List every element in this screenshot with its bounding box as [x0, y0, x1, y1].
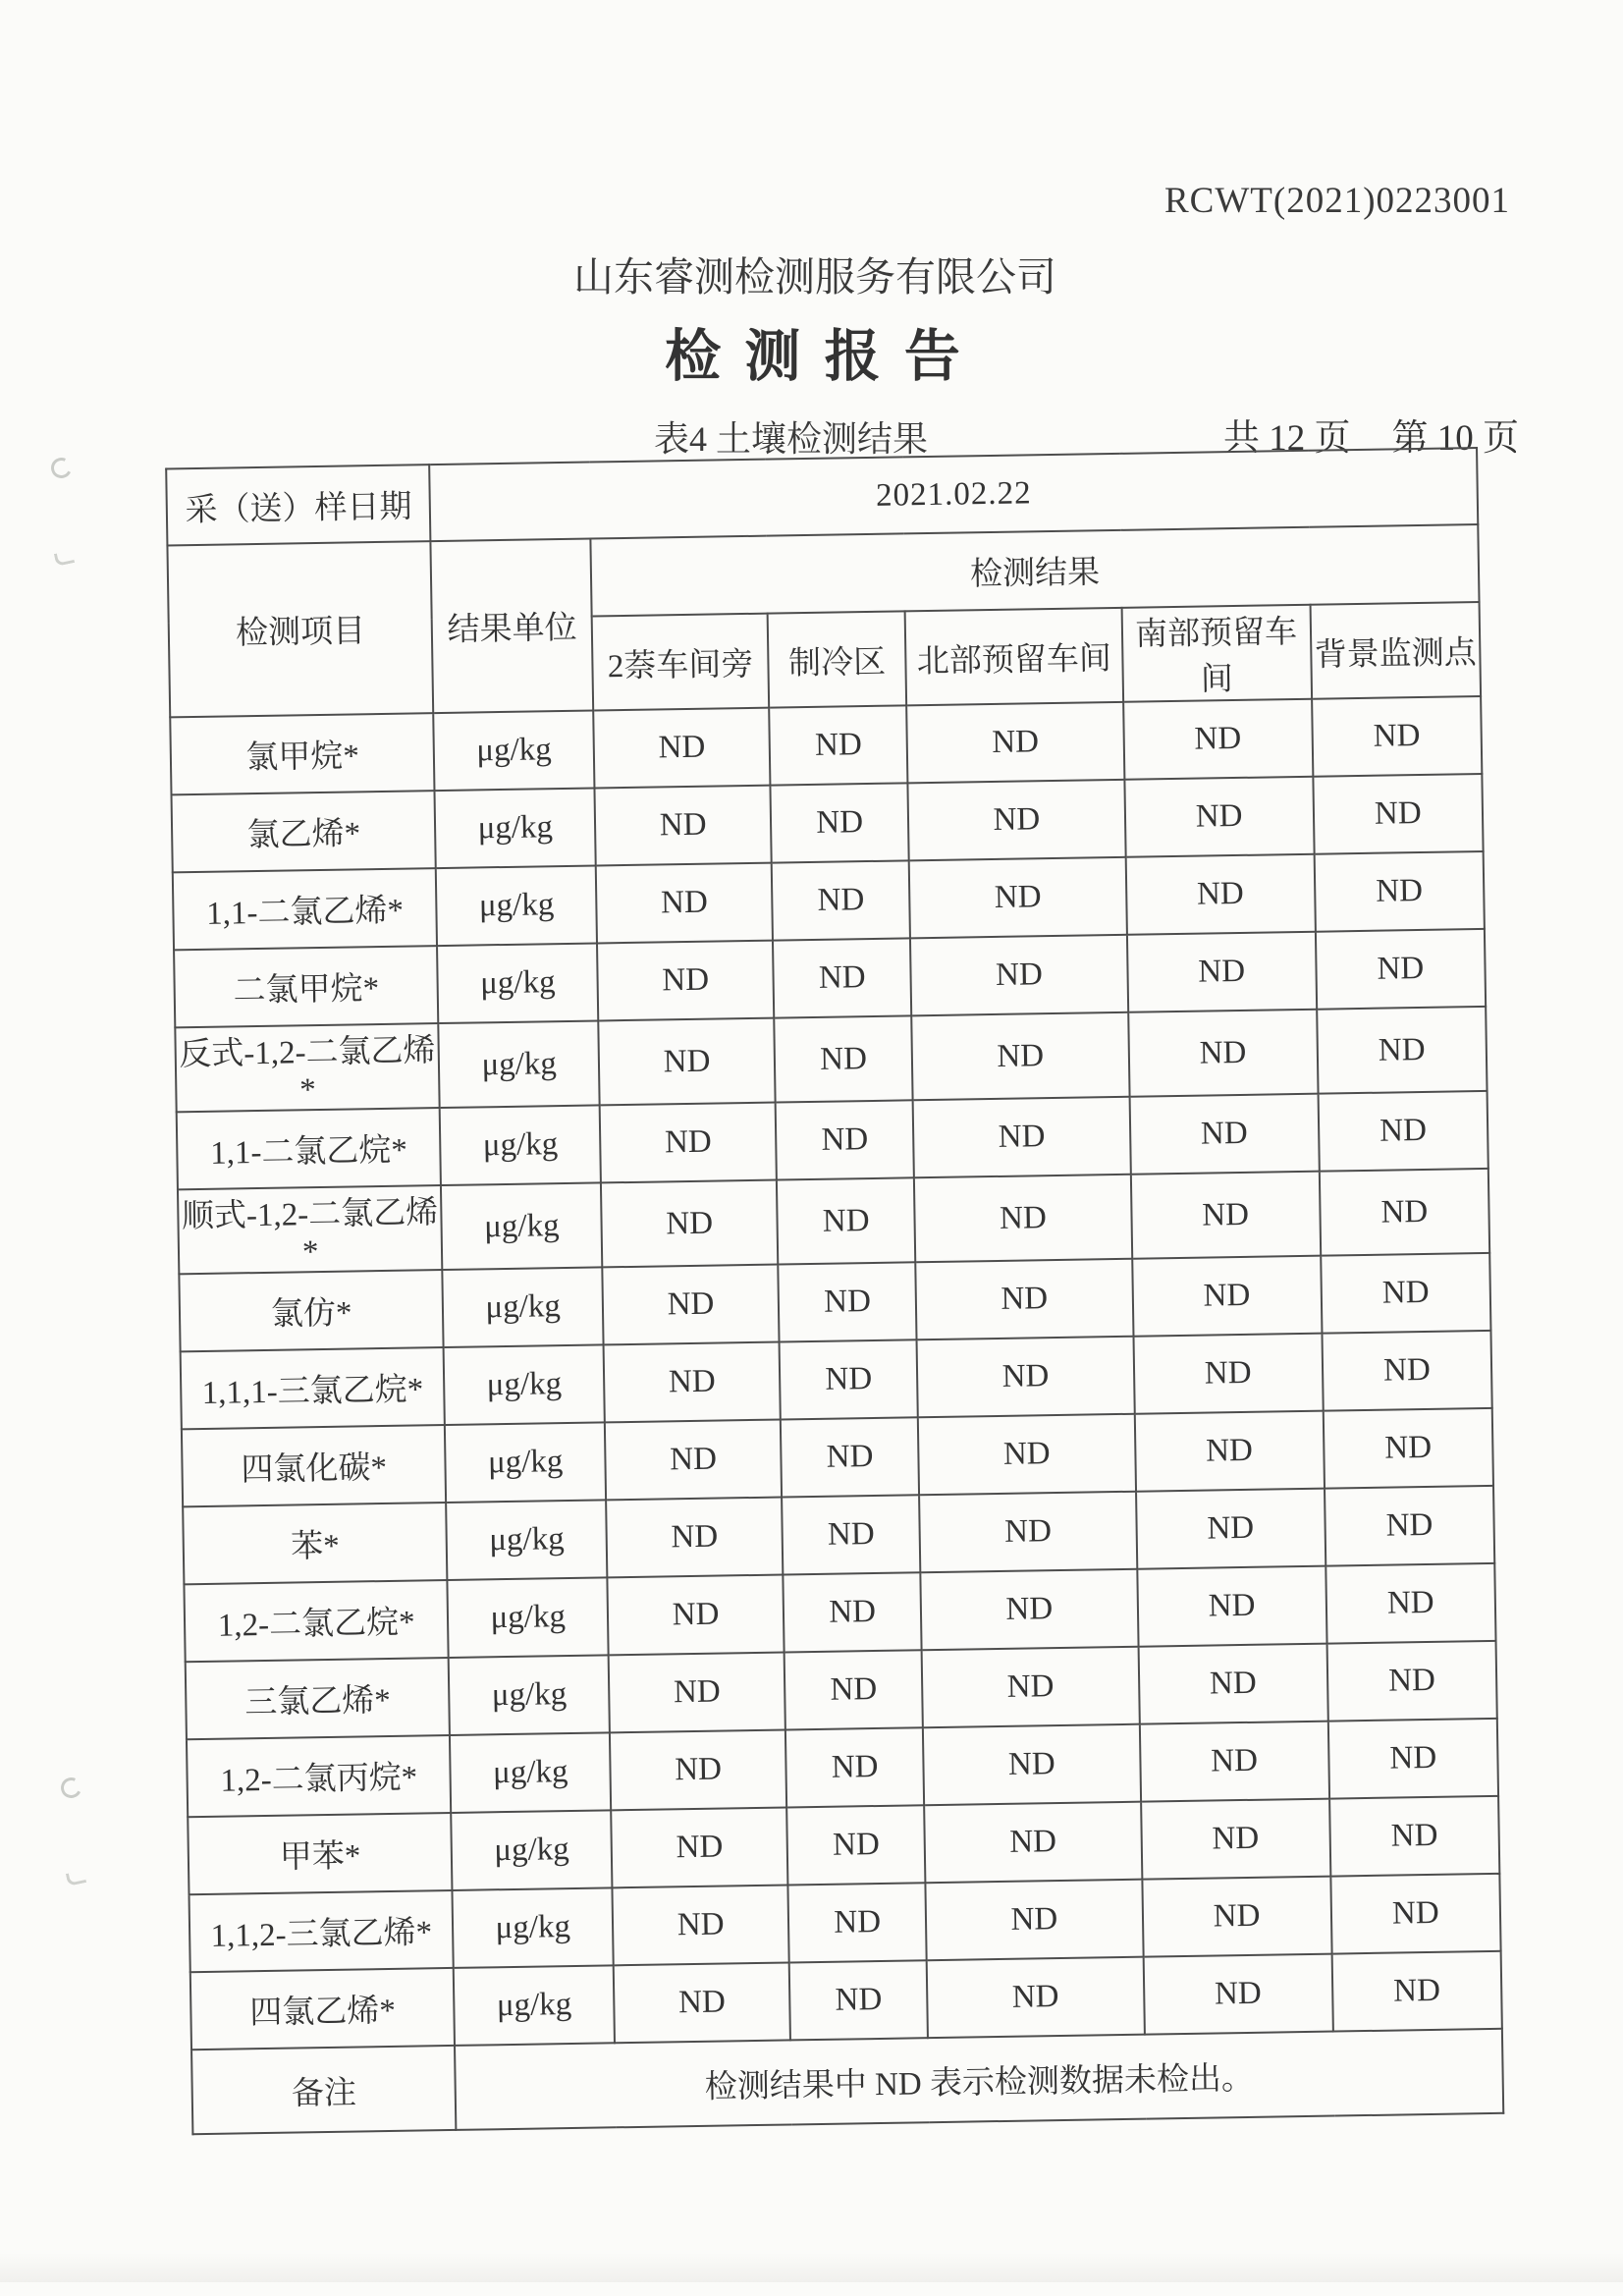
unit-cell: μg/kg	[435, 788, 596, 868]
result-cell: ND	[911, 1012, 1129, 1101]
analyte-name: 1,1-二氯乙烯*	[173, 868, 438, 950]
result-cell: ND	[783, 1572, 921, 1652]
result-cell: ND	[1132, 1256, 1322, 1337]
result-cell: ND	[595, 786, 772, 866]
result-cell: ND	[777, 1177, 916, 1264]
sample-date-value: 2021.02.22	[429, 448, 1478, 541]
result-cell: ND	[774, 1015, 913, 1102]
result-cell: ND	[613, 1885, 789, 1965]
remark-text: 检测结果中 ND 表示检测数据未检出。	[455, 2029, 1503, 2130]
result-cell: ND	[789, 1960, 928, 2040]
result-cell: ND	[1325, 1486, 1495, 1566]
result-cell: ND	[605, 1420, 782, 1501]
site-column-header: 南部预留车间	[1121, 605, 1312, 702]
result-cell: ND	[908, 780, 1126, 861]
result-cell: ND	[611, 1807, 787, 1887]
result-cell: ND	[787, 1883, 926, 1962]
result-cell: ND	[1326, 1641, 1497, 1722]
result-cell: ND	[1329, 1796, 1500, 1877]
result-cell: ND	[772, 860, 910, 940]
result-cell: ND	[913, 1097, 1131, 1178]
unit-cell: μg/kg	[450, 1732, 611, 1813]
unit-cell: μg/kg	[444, 1344, 605, 1425]
result-cell: ND	[778, 1262, 916, 1341]
unit-cell: μg/kg	[440, 1105, 601, 1185]
result-cell: ND	[1126, 932, 1316, 1012]
analyte-name: 甲苯*	[188, 1813, 453, 1894]
result-cell: ND	[1130, 1172, 1321, 1259]
result-cell: ND	[1321, 1253, 1491, 1334]
scan-artifact	[48, 455, 75, 481]
result-cell: ND	[1143, 1954, 1332, 2035]
unit-cell: μg/kg	[446, 1500, 607, 1580]
result-cell: ND	[606, 1498, 783, 1578]
result-cell: ND	[786, 1805, 925, 1885]
unit-cell: μg/kg	[434, 710, 595, 791]
unit-cell: μg/kg	[443, 1267, 604, 1347]
result-cell: ND	[915, 1259, 1133, 1340]
unit-cell: μg/kg	[439, 1020, 600, 1108]
result-cell: ND	[922, 1647, 1140, 1728]
result-cell: ND	[1323, 1408, 1493, 1489]
result-cell: ND	[914, 1175, 1132, 1263]
result-cell: ND	[769, 705, 907, 785]
result-cell: ND	[917, 1337, 1135, 1418]
analyte-name: 四氯乙烯*	[190, 1968, 456, 2050]
result-cell: ND	[601, 1180, 778, 1268]
table-head-rows	[166, 448, 1481, 717]
analyte-name: 氯甲烷*	[170, 713, 435, 794]
result-cell: ND	[598, 1018, 775, 1106]
unit-cell: μg/kg	[452, 1810, 613, 1890]
result-cell: ND	[1314, 851, 1485, 932]
scan-artifact	[58, 1775, 84, 1801]
result-cell: ND	[1136, 1489, 1325, 1569]
results-table	[165, 447, 1504, 2135]
unit-cell: μg/kg	[453, 1887, 614, 1968]
result-cell: ND	[773, 938, 911, 1017]
result-cell: ND	[1133, 1334, 1323, 1414]
result-cell: ND	[919, 1492, 1137, 1573]
result-cell: ND	[780, 1339, 918, 1419]
unit-cell: μg/kg	[436, 865, 597, 946]
result-cell: ND	[1123, 699, 1313, 780]
analyte-name: 顺式-1,2-二氯乙烯*	[178, 1185, 443, 1274]
result-cell: ND	[771, 783, 909, 862]
remark-label: 备注	[191, 2046, 457, 2134]
result-cell: ND	[924, 1802, 1142, 1884]
site-column-header: 北部预留车间	[905, 608, 1123, 706]
results-table-wrap	[165, 447, 1504, 2135]
result-cell: ND	[785, 1727, 924, 1807]
result-cell: ND	[1137, 1566, 1326, 1647]
analyte-name: 1,2-二氯丙烷*	[187, 1735, 452, 1817]
unit-cell: μg/kg	[449, 1655, 610, 1735]
result-cell: ND	[923, 1724, 1141, 1806]
result-cell: ND	[782, 1495, 920, 1574]
analyte-name: 1,1,2-三氯乙烯*	[189, 1890, 455, 1972]
analyte-name: 1,1,1-三氯乙烷*	[181, 1347, 446, 1429]
result-cell: ND	[1322, 1331, 1492, 1411]
result-cell: ND	[1313, 774, 1484, 854]
analyte-name: 氯乙烯*	[172, 791, 437, 872]
site-column-header: 2萘车间旁	[592, 614, 769, 711]
result-cell: ND	[1320, 1169, 1490, 1256]
result-cell: ND	[1312, 696, 1483, 777]
results-group-header: 检测结果	[591, 524, 1480, 617]
analyte-name: 1,2-二氯乙烷*	[184, 1580, 449, 1662]
result-cell: ND	[597, 941, 774, 1021]
result-cell: ND	[781, 1417, 919, 1497]
analyte-name: 氯仿*	[179, 1270, 444, 1351]
result-cell: ND	[1331, 1951, 1502, 2032]
result-cell: ND	[1142, 1877, 1331, 1957]
analyte-name: 1,1-二氯乙烷*	[177, 1108, 442, 1189]
unit-cell: μg/kg	[448, 1577, 609, 1658]
result-cell: ND	[1138, 1644, 1327, 1724]
result-cell: ND	[1139, 1722, 1328, 1802]
result-cell: ND	[1124, 777, 1314, 857]
result-cell: ND	[926, 1880, 1144, 1961]
scan-artifact	[66, 1870, 86, 1886]
result-cell: ND	[1330, 1874, 1501, 1954]
result-cell: ND	[1134, 1411, 1324, 1492]
unit-column-header: 结果单位	[431, 539, 594, 714]
result-cell: ND	[906, 702, 1124, 784]
result-cell: ND	[614, 1962, 790, 2043]
result-cell: ND	[609, 1652, 785, 1732]
result-cell: ND	[927, 1957, 1145, 2039]
analyte-name: 四氯化碳*	[182, 1425, 447, 1506]
result-cell: ND	[1318, 1091, 1488, 1172]
report-title: 检 测 报 告	[665, 326, 965, 388]
company-name: 山东睿测检测服务有限公司	[573, 254, 1056, 300]
total-pages-label: 共 12 页	[1223, 418, 1351, 459]
result-cell: ND	[610, 1729, 786, 1810]
result-cell: ND	[1128, 1010, 1319, 1097]
unit-cell: μg/kg	[437, 943, 598, 1023]
result-cell: ND	[910, 935, 1128, 1016]
sample-date-label: 采（送）样日期	[166, 465, 431, 545]
result-cell: ND	[1317, 1007, 1488, 1094]
site-column-header: 背景监测点	[1310, 602, 1481, 699]
result-cell: ND	[1125, 854, 1315, 935]
result-cell: ND	[921, 1569, 1139, 1651]
analyte-name: 反式-1,2-二氯乙烯*	[175, 1023, 440, 1112]
result-cell: ND	[918, 1414, 1136, 1496]
scan-artifact	[54, 550, 75, 567]
unit-cell: μg/kg	[454, 1965, 615, 2046]
result-cell: ND	[600, 1103, 777, 1183]
result-cell: ND	[596, 863, 773, 944]
result-cell: ND	[1129, 1094, 1319, 1175]
result-cell: ND	[608, 1575, 784, 1656]
result-cell: ND	[1316, 929, 1487, 1010]
unit-cell: μg/kg	[445, 1422, 606, 1503]
result-cell: ND	[1328, 1719, 1499, 1799]
site-column-header: 制冷区	[768, 611, 907, 707]
result-cell: ND	[602, 1265, 779, 1345]
table-caption: 表4 土壤检测结果	[654, 419, 929, 459]
result-cell: ND	[784, 1650, 923, 1729]
result-cell: ND	[604, 1342, 781, 1423]
current-page-label: 第 10 页	[1391, 418, 1519, 459]
result-cell: ND	[776, 1100, 914, 1179]
analyte-rows	[170, 696, 1502, 2050]
unit-cell: μg/kg	[441, 1182, 602, 1270]
report-number: RCWT(2021)0223001	[1164, 181, 1511, 221]
analyte-name: 三氯乙烯*	[186, 1658, 451, 1739]
analyte-name: 二氯甲烷*	[174, 946, 439, 1027]
item-column-header: 检测项目	[167, 541, 433, 717]
result-cell: ND	[1141, 1799, 1330, 1880]
result-cell: ND	[909, 857, 1127, 939]
scan-shadow-band	[0, 2253, 1623, 2282]
result-cell: ND	[1325, 1563, 1496, 1644]
analyte-name: 苯*	[183, 1503, 448, 1584]
result-cell: ND	[593, 708, 770, 789]
